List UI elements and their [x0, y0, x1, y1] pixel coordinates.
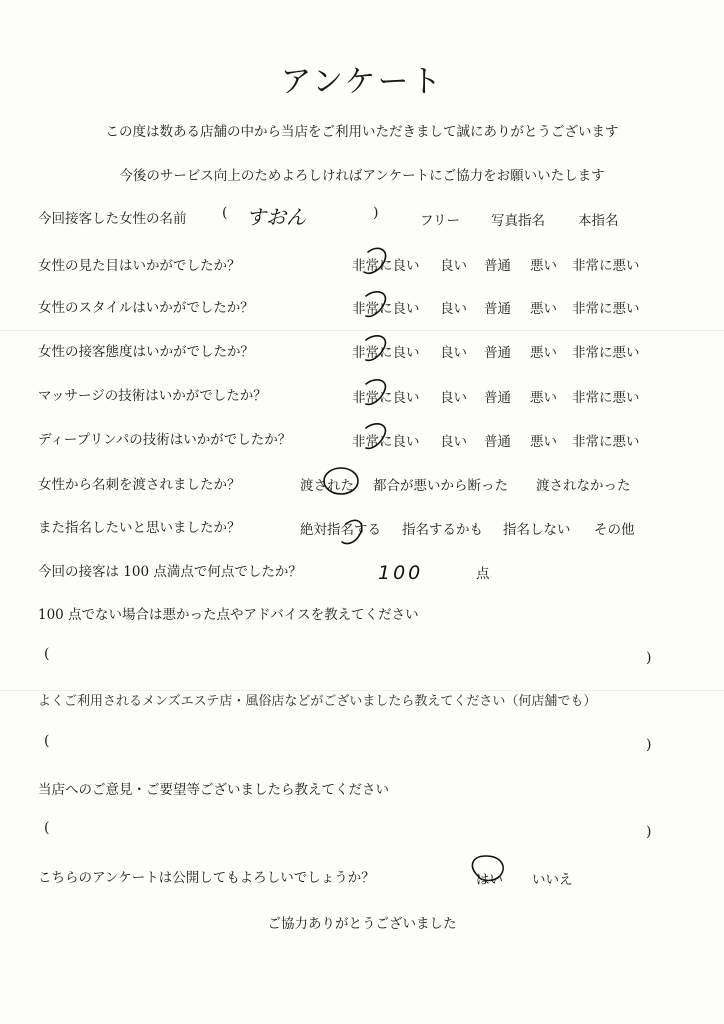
option-photo-nomination: 写真指名 [491, 213, 545, 229]
question-label: 女性の接客態度はいかがでしたか？ [38, 344, 254, 360]
question-label: 女性の見た目はいかがでしたか？ [38, 258, 241, 274]
option-very-bad: 非常に悪い [572, 301, 640, 317]
feedback-question-label: 当店へのご意見・ご要望等ございましたら教えてください [38, 782, 389, 798]
paper-fold-line [0, 330, 724, 331]
option-maybe: 指名するかも [402, 522, 483, 538]
option-bad: 悪い [530, 345, 557, 361]
option-very-good: 非常に良い [352, 258, 420, 274]
name-question-label: 今回接客した女性の名前 [38, 211, 187, 227]
intro-text: 今後のサービス向上のためよろしければアンケートにご協力をお願いいたします [119, 168, 605, 184]
close-paren: ) [646, 737, 652, 753]
option-bad: 悪い [530, 434, 557, 450]
option-very-bad: 非常に悪い [572, 345, 640, 361]
option-bad: 悪い [530, 258, 557, 274]
option-main-nomination: 本指名 [578, 213, 619, 229]
option-average: 普通 [484, 301, 511, 317]
closing-text: ご協力ありがとうございました [267, 916, 457, 932]
option-not-received: 渡されなかった [536, 478, 631, 494]
question-label: ディープリンパの技術はいかがでしたか？ [38, 432, 292, 448]
option-free: フリー [420, 213, 460, 229]
option-good: 良い [440, 345, 467, 361]
option-average: 普通 [484, 258, 511, 274]
page-title: アンケート [280, 64, 444, 100]
option-good: 良い [440, 301, 467, 317]
option-very-bad: 非常に悪い [572, 258, 640, 274]
option-good: 良い [440, 258, 467, 274]
advice-question-label: 100 点でない場合は悪かった点やアドバイスを教えてください [38, 607, 419, 623]
option-average: 普通 [484, 345, 511, 361]
open-paren: ( [44, 733, 50, 749]
option-no: 指名しない [503, 522, 571, 538]
option-received: 渡された [300, 478, 354, 494]
option-very-good: 非常に良い [352, 390, 420, 406]
open-paren: ( [44, 646, 50, 662]
option-bad: 悪い [530, 301, 557, 317]
renominate-question-label: また指名したいと思いましたか？ [38, 520, 241, 536]
question-label: マッサージの技術はいかがでしたか？ [38, 388, 267, 404]
option-definitely: 絶対指名する [300, 522, 381, 538]
open-paren: ( [222, 205, 228, 221]
option-average: 普通 [484, 434, 511, 450]
card-question-label: 女性から名刺を渡されましたか？ [38, 477, 241, 493]
option-very-good: 非常に良い [352, 301, 420, 317]
question-label: 女性のスタイルはいかがでしたか？ [38, 300, 254, 316]
open-paren: ( [44, 820, 50, 836]
handwritten-score: 100 [378, 562, 424, 584]
close-paren: ) [646, 650, 652, 666]
option-declined: 都合が悪いから断った [373, 478, 508, 494]
option-very-good: 非常に良い [352, 345, 420, 361]
option-very-bad: 非常に悪い [572, 390, 640, 406]
score-question-label: 今回の接客は 100 点満点で何点でしたか？ [38, 564, 302, 580]
option-yes: はい [476, 872, 503, 888]
option-no-publish: いいえ [532, 872, 573, 888]
publish-question-label: こちらのアンケートは公開してもよろしいでしょうか？ [38, 870, 375, 886]
option-very-bad: 非常に悪い [572, 434, 640, 450]
option-very-good: 非常に良い [352, 434, 420, 450]
score-unit: 点 [476, 566, 490, 582]
intro-text: この度は数ある店舗の中から当店をご利用いただきまして誠にありがとうございます [105, 124, 619, 140]
close-paren: ) [373, 205, 379, 221]
option-average: 普通 [484, 390, 511, 406]
close-paren: ) [646, 824, 652, 840]
other-shops-question-label: よくご利用されるメンズエステ店・風俗店などがございましたら教えてください（何店舗でも） [38, 694, 597, 709]
option-good: 良い [440, 390, 467, 406]
handwritten-name: すおん [246, 205, 306, 229]
option-good: 良い [440, 434, 467, 450]
option-other: その他 [594, 522, 635, 538]
option-bad: 悪い [530, 390, 557, 406]
